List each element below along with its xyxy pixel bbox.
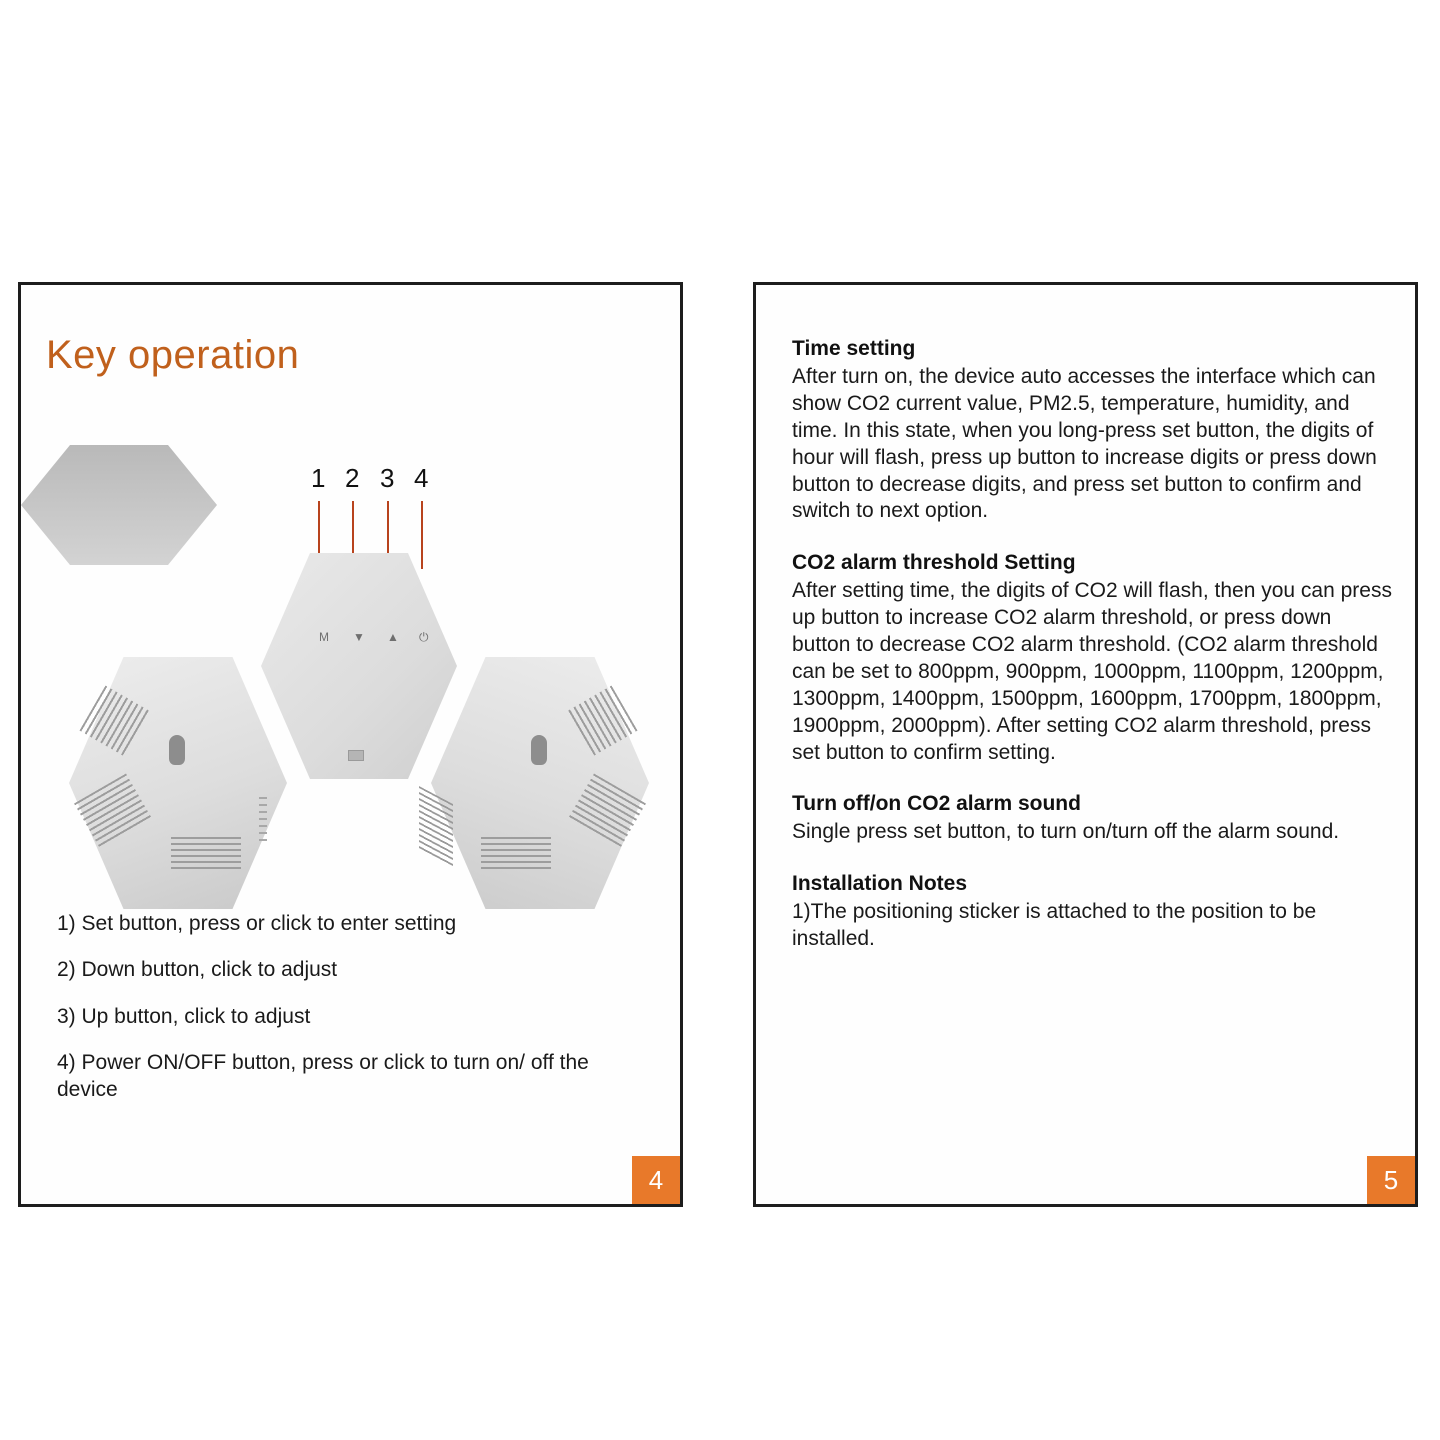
legend-list xyxy=(57,910,647,1122)
section-body-time-setting: After turn on, the device auto accesses the interface which can show CO2 current value, PM2.5, temperature, humidity, and time. In this state, when you long-press set button, the digits of hour will flash, press up button to increase digits or press down button to decrease digits, and press set button to confirm and switch to next option. xyxy=(792,365,1377,523)
callout-number-2: 2 xyxy=(345,463,360,493)
legend-item-down-button: 2) Down button, click to adjust xyxy=(57,958,338,982)
callout-number-group xyxy=(311,463,451,497)
legend-item-up-button: 3) Up button, click to adjust xyxy=(57,1004,311,1028)
page-number-badge-right: 5 xyxy=(1367,1156,1415,1204)
vent-grille-right-bottom xyxy=(481,837,551,871)
vent-grille-left-bottom xyxy=(171,837,241,871)
page-number-badge-left: 4 xyxy=(632,1156,680,1204)
section-heading-alarm-sound: Turn off/on CO2 alarm sound xyxy=(792,792,1081,816)
section-heading-time-setting: Time setting xyxy=(792,337,916,360)
hexagon-module-top xyxy=(261,553,457,779)
button-icon-row xyxy=(319,630,431,648)
leader-line-4 xyxy=(421,501,423,569)
up-button-icon[interactable]: ▲ xyxy=(387,630,399,644)
manual-page-left xyxy=(18,282,683,1207)
section-heading-co2-threshold: CO2 alarm threshold Setting xyxy=(792,551,1076,575)
vent-dots xyxy=(259,797,267,841)
down-button-icon[interactable]: ▼ xyxy=(353,630,365,644)
section-list xyxy=(792,337,1392,953)
mount-keyhole-left xyxy=(169,735,185,765)
section-body-alarm-sound: Single press set button, to turn on/turn off the alarm sound. xyxy=(792,820,1340,844)
legend-item-power-button: 4) Power ON/OFF button, press or click to turn on/ off the device xyxy=(57,1050,589,1102)
set-button-icon[interactable]: M xyxy=(319,630,329,644)
callout-number-1: 1 xyxy=(311,463,326,493)
manual-page-right xyxy=(753,282,1418,1207)
section-body-installation-notes: 1)The positioning sticker is attached to the position to be installed. xyxy=(792,900,1317,951)
led-indicator-slot xyxy=(348,750,364,761)
hexagon-module-bottom xyxy=(21,445,217,565)
power-button-icon[interactable]: ⏻ xyxy=(419,630,429,644)
device-illustration xyxy=(21,445,680,895)
mount-keyhole-right xyxy=(531,735,547,765)
callout-number-4: 4 xyxy=(414,463,429,493)
section-body-co2-threshold: After setting time, the digits of CO2 will flash, then you can press up button to increase CO2 alarm threshold, or press down button to decrease CO2 alarm threshold. (CO2 alarm threshold can be set to 800ppm, 900ppm, 1000ppm, 1100ppm, 1200ppm, 1300ppm, 1400ppm, 1500ppm, 1600ppm, 1700ppm, 1800ppm, 1900ppm, 2000ppm). After setting CO2 alarm threshold, press set button to confirm setting. xyxy=(792,579,1392,764)
legend-item-set-button: 1) Set button, press or click to enter setting xyxy=(57,912,457,935)
callout-number-3: 3 xyxy=(380,463,395,493)
page-title: Key operation xyxy=(46,333,300,377)
section-heading-installation-notes: Installation Notes xyxy=(792,872,968,896)
